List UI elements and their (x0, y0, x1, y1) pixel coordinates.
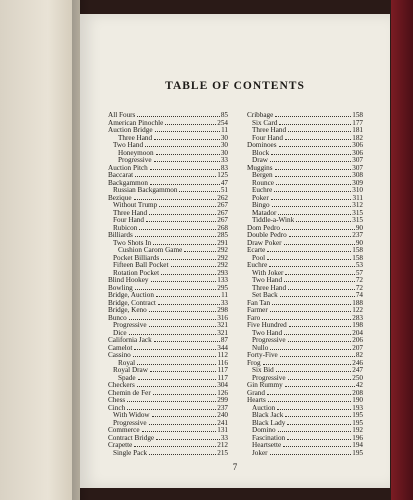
dot-leader (137, 386, 216, 387)
toc-entry-page: 292 (217, 253, 228, 262)
dot-leader (134, 199, 217, 200)
page-number: 7 (232, 462, 238, 472)
dot-leader (149, 424, 217, 425)
dot-leader (137, 364, 216, 365)
dot-leader (161, 274, 216, 275)
toc-entry-name: Two Hand (252, 276, 283, 284)
dot-leader (165, 124, 216, 125)
toc-entry-name: Poker (252, 193, 269, 202)
dot-leader (278, 214, 351, 215)
toc-entry-name: Bezique (108, 193, 132, 202)
toc-entry-name: Hearts (247, 396, 266, 404)
toc-entry-page: 177 (352, 118, 363, 127)
toc-entry-name: Progressive (252, 373, 286, 382)
toc-entry-name: Cribbage (247, 111, 274, 119)
dot-leader (284, 244, 355, 245)
toc-entry-name: Auction (252, 403, 276, 412)
dot-leader (154, 139, 220, 140)
dot-leader (145, 146, 220, 147)
toc-entry-name: Block (252, 148, 270, 157)
toc-entry-page: 112 (217, 351, 228, 359)
toc-entry-name: Royal (118, 358, 136, 367)
toc-entry-page: 291 (217, 238, 228, 247)
toc-entry-page: 307 (352, 156, 363, 164)
toc-entry-page: 308 (352, 171, 363, 179)
toc-entry-name: Crapette (108, 441, 133, 449)
toc-entry-name: Cinch (108, 403, 126, 412)
dot-leader (158, 304, 220, 305)
dot-leader (296, 221, 351, 222)
toc-entry-name: Six Card (252, 118, 278, 127)
toc-entry-page: 181 (352, 126, 363, 134)
toc-entry-name: Four Hand (252, 133, 283, 142)
dot-leader (275, 176, 352, 177)
toc-entry-page: 208 (352, 388, 363, 397)
toc-entry-name: Double Pedro (247, 231, 287, 239)
toc-entry-name: Farmer (247, 306, 268, 314)
toc-entry-name: Progressive (118, 156, 152, 164)
toc-entry-name: Black Lady (252, 418, 286, 427)
toc-entry-name: All Fours (108, 111, 136, 119)
toc-entry-name: Dice (113, 328, 127, 337)
toc-entry-name: Gin Rummy (247, 381, 283, 389)
toc-entry-page: 298 (217, 306, 228, 314)
toc-entry-page: 196 (352, 433, 363, 442)
dot-leader (287, 424, 351, 425)
toc-entry-name: Auction Bridge (108, 126, 153, 134)
toc-entry-page: 316 (217, 313, 228, 322)
dot-leader (154, 341, 220, 342)
toc-entry-name: Bridge, Auction (108, 291, 154, 299)
toc-entry-page: 321 (217, 321, 228, 329)
toc-entry-name: Three Hand (252, 126, 287, 134)
toc-entry-page: 182 (352, 133, 363, 142)
dot-leader (272, 304, 351, 305)
toc-entry-name: Blind Hookey (108, 276, 149, 284)
toc-entry-page: 285 (217, 231, 228, 239)
toc-entry-name: Chess (108, 396, 126, 404)
toc-entry-page: 51 (220, 186, 228, 194)
toc-entry-name: Honeymoon (118, 148, 154, 157)
toc-entry-name: Dominoes (247, 141, 277, 149)
toc-entry-name: Auction Pitch (108, 163, 148, 172)
toc-entry-page: 295 (217, 283, 228, 292)
toc-entry-page: 237 (352, 231, 363, 239)
dot-leader (161, 259, 216, 260)
toc-entry-page: 268 (217, 223, 228, 232)
toc-entry-page: 30 (220, 133, 228, 142)
toc-entry-name: California Jack (108, 336, 152, 344)
dot-leader (135, 289, 216, 290)
toc-entry-name: Cassino (108, 351, 131, 359)
toc-entry-name: Commerce (108, 426, 140, 434)
toc-entry-name: Muggins (247, 163, 273, 172)
toc-entry-page: 307 (352, 163, 363, 172)
toc-entry-page: 306 (352, 148, 363, 157)
book-cover-left (0, 0, 80, 500)
toc-entry-name: Single Pack (113, 448, 148, 457)
dot-leader (288, 379, 352, 380)
dot-leader (282, 229, 355, 230)
dot-leader (262, 319, 351, 320)
toc-entry-name: Three Hand (118, 133, 153, 142)
toc-entry-page: 198 (352, 321, 363, 329)
dot-leader (153, 394, 217, 395)
dot-leader (276, 371, 351, 372)
page-title: TABLE OF CONTENTS (165, 80, 305, 92)
dot-leader (271, 154, 351, 155)
dot-leader (275, 169, 352, 170)
dot-leader (278, 431, 352, 432)
toc-entry (247, 450, 363, 458)
toc-entry-name: Euchre (247, 261, 268, 269)
dot-leader (289, 326, 351, 327)
toc-entry-name: Nullo (252, 343, 269, 352)
toc-entry-page: 30 (220, 141, 228, 149)
toc-entry-name: Tiddle-a-Wink (252, 216, 295, 224)
toc-entry-page: 311 (352, 193, 363, 202)
dot-leader (149, 214, 216, 215)
toc-entry-page: 131 (217, 426, 228, 434)
toc-entry-page: 215 (217, 448, 228, 457)
toc-entry-page: 158 (352, 253, 363, 262)
toc-entry-name: Heartsette (252, 441, 282, 449)
toc-entry-page: 247 (352, 366, 363, 374)
toc-entry-name: Bingo (252, 201, 270, 209)
dot-leader (133, 356, 217, 357)
toc-entry-page: 315 (352, 216, 363, 224)
dot-leader (276, 184, 351, 185)
dot-leader (142, 431, 217, 432)
dot-leader (150, 371, 217, 372)
dot-leader (150, 169, 220, 170)
toc-entry-name: Domino (252, 426, 276, 434)
toc-entry-page: 72 (355, 276, 363, 284)
dot-leader (154, 161, 220, 162)
dot-leader (129, 319, 216, 320)
toc-entry-name: Draw Poker (247, 238, 282, 247)
dot-leader (285, 416, 351, 417)
dot-leader (285, 139, 351, 140)
toc-entry-page: 321 (217, 328, 228, 337)
toc-entry-page: 195 (352, 411, 363, 419)
toc-entry-name: Four Hand (113, 216, 144, 224)
toc-entry-name: Two Shots In (113, 238, 152, 247)
toc-entry-page: 190 (352, 396, 363, 404)
toc-entry-page: 241 (217, 418, 228, 427)
toc-entry-name: Rotation Pocket (113, 268, 160, 277)
dot-leader (156, 296, 220, 297)
toc-entry-name: Forty-Five (247, 351, 278, 359)
toc-entry-name: Progressive (113, 321, 147, 329)
toc-entry-page: 299 (217, 396, 228, 404)
dot-leader (135, 236, 216, 237)
dot-leader (156, 439, 220, 440)
dot-leader (279, 146, 352, 147)
toc-entry-name: Three Hand (252, 283, 287, 292)
toc-entry-page: 11 (221, 291, 228, 299)
toc-entry-page: 33 (220, 298, 228, 307)
toc-entry-name: Spade (118, 373, 136, 382)
toc-entry-page: 195 (352, 418, 363, 427)
toc-entry-page: 240 (217, 411, 228, 419)
dot-leader (139, 229, 216, 230)
toc-entry-name: Baccarat (108, 171, 134, 179)
toc-entry-page: 125 (217, 171, 228, 179)
dot-leader (288, 289, 355, 290)
dot-leader (153, 244, 216, 245)
dot-leader (138, 379, 217, 380)
toc-entry-name: Dom Pedro (247, 223, 280, 232)
toc-entry-page: 309 (352, 178, 363, 187)
toc-entry-name: Bergen (252, 171, 273, 179)
toc-entry-page: 33 (220, 156, 228, 164)
toc-entry-name: Six Bid (252, 366, 274, 374)
toc-entry-page: 246 (352, 358, 363, 367)
toc-entry-page: 33 (220, 433, 228, 442)
toc-entry-page: 292 (217, 261, 228, 269)
toc-entry-page: 212 (217, 441, 228, 449)
toc-entry-name: Backgammon (108, 178, 148, 187)
toc-entry-page: 254 (217, 118, 228, 127)
toc-entry-page: 304 (217, 381, 228, 389)
toc-entry-page: 53 (355, 261, 363, 269)
toc-entry-name: Faro (247, 313, 261, 322)
dot-leader (274, 191, 351, 192)
toc-entry-name: Bunco (108, 313, 127, 322)
dot-leader (171, 266, 217, 267)
toc-entry-page: 133 (217, 276, 228, 284)
dot-leader (270, 311, 351, 312)
toc-entry-name: Pool (252, 253, 266, 262)
toc-entry-name: Bridge, Contract (108, 298, 156, 307)
dot-leader (156, 154, 220, 155)
dot-leader (127, 409, 216, 410)
toc-entry-page: 90 (355, 238, 363, 247)
toc-entry-name: Set Back (252, 291, 278, 299)
dot-leader (288, 341, 352, 342)
toc-entry-page: 344 (217, 343, 228, 352)
toc-entry-page: 42 (355, 381, 363, 389)
toc-entry (108, 450, 228, 458)
dot-leader (270, 161, 351, 162)
toc-entry-page: 57 (355, 268, 363, 277)
toc-entry-page: 117 (217, 366, 228, 374)
toc-entry-name: Three Hand (113, 208, 148, 217)
dot-leader (155, 131, 221, 132)
dot-leader (135, 176, 216, 177)
toc-entry-name: Bowling (108, 283, 133, 292)
toc-entry (247, 307, 363, 315)
toc-column-right (247, 112, 363, 457)
toc-entry-page: 267 (217, 201, 228, 209)
toc-entry-name: Rubicon (113, 223, 138, 232)
toc-entry-name: Without Trump (113, 201, 158, 209)
toc-entry-page: 158 (352, 246, 363, 254)
dot-leader (149, 311, 216, 312)
toc-entry-page: 82 (355, 351, 363, 359)
toc-entry-name: Progressive (113, 418, 147, 427)
toc-entry-name: Cushion Carom Game (118, 246, 183, 254)
dot-leader (179, 191, 219, 192)
dot-leader (270, 349, 351, 350)
book-page (80, 14, 390, 488)
dot-leader (269, 266, 354, 267)
dot-leader (280, 296, 355, 297)
dot-leader (268, 401, 351, 402)
dot-leader (287, 439, 351, 440)
toc-entry-page: 122 (352, 306, 363, 314)
toc-entry-page: 117 (217, 373, 228, 382)
dot-leader (275, 116, 351, 117)
dot-leader (263, 364, 352, 365)
toc-entry-page: 204 (352, 328, 363, 337)
dot-leader (159, 206, 216, 207)
toc-entry-page: 90 (355, 223, 363, 232)
toc-entry-page: 312 (352, 201, 363, 209)
toc-entry-page: 47 (220, 178, 228, 187)
dot-leader (277, 409, 351, 410)
toc-entry-name: Rounce (252, 178, 274, 187)
toc-entry-page: 87 (220, 336, 228, 344)
dot-leader (134, 349, 216, 350)
dot-leader (137, 116, 219, 117)
toc-entry-name: Grand (247, 388, 265, 397)
toc-entry-name: Chemin de Fer (108, 388, 151, 397)
dot-leader (284, 334, 351, 335)
toc-entry-page: 262 (217, 193, 228, 202)
toc-entry-page: 310 (352, 186, 363, 194)
dot-leader (150, 184, 220, 185)
book-cover-right-edge (391, 0, 413, 500)
toc-entry-name: Camelot (108, 343, 133, 352)
toc-entry-page: 126 (217, 388, 228, 397)
toc-entry-name: Frog (247, 358, 261, 367)
dot-leader (151, 281, 217, 282)
toc-entry-name: Russian Backgammon (113, 186, 178, 194)
dot-leader (129, 334, 217, 335)
dot-leader (184, 251, 216, 252)
dot-leader (267, 259, 351, 260)
toc-entry-page: 315 (352, 208, 363, 217)
dot-leader (279, 124, 351, 125)
toc-entry-page: 188 (352, 298, 363, 307)
toc-column-left (108, 112, 228, 457)
toc-entry-page: 195 (352, 448, 363, 457)
toc-entry-page: 83 (220, 163, 228, 172)
dot-leader (134, 446, 216, 447)
dot-leader (152, 416, 217, 417)
toc-entry-name: Billiards (108, 231, 133, 239)
toc-entry-name: Two Hand (113, 141, 144, 149)
toc-entry (108, 390, 228, 398)
toc-entry-name: Royal Draw (113, 366, 148, 374)
toc-entry-name: Black Jack (252, 411, 284, 419)
toc-entry-name: Five Hundred (247, 321, 287, 329)
toc-entry-page: 283 (352, 313, 363, 322)
toc-entry-page: 250 (352, 373, 363, 382)
toc-entry-name: Fifteen Ball Pocket (113, 261, 169, 269)
toc-entry-page: 293 (217, 268, 228, 277)
toc-entry-page: 116 (217, 358, 228, 367)
toc-entry-name: Pocket Billiards (113, 253, 160, 262)
toc-entry-page: 194 (352, 441, 363, 449)
toc-entry-page: 72 (355, 283, 363, 292)
toc-entry-page: 207 (352, 343, 363, 352)
toc-entry-page: 237 (217, 403, 228, 412)
toc-entry-name: Two Hand (252, 328, 283, 337)
toc-entry-page: 267 (217, 216, 228, 224)
toc-entry-page: 11 (221, 126, 228, 134)
toc-entry-name: Draw (252, 156, 268, 164)
toc-entry-name: Fan Tan (247, 298, 271, 307)
dot-leader (149, 454, 216, 455)
toc-entry-page: 192 (352, 426, 363, 434)
dot-leader (288, 131, 351, 132)
toc-entry-name: Fascination (252, 433, 286, 442)
dot-leader (267, 394, 351, 395)
toc-entry-page: 74 (355, 291, 363, 299)
toc-entry-name: With Joker (252, 268, 284, 277)
dot-leader (149, 326, 217, 327)
dot-leader (284, 281, 355, 282)
dot-leader (272, 206, 352, 207)
dot-leader (283, 446, 351, 447)
toc-entry-page: 193 (352, 403, 363, 412)
dot-leader (280, 356, 355, 357)
toc-entry-name: Contract Bridge (108, 433, 155, 442)
toc-entry-name: Matador (252, 208, 277, 217)
toc-entry-name: With Widow (113, 411, 150, 419)
dot-leader (127, 401, 216, 402)
toc-entry-page: 306 (352, 141, 363, 149)
toc-entry-page: 206 (352, 336, 363, 344)
dot-leader (285, 386, 355, 387)
toc-entry-name: Ecarte (247, 246, 266, 254)
dot-leader (267, 251, 351, 252)
toc-entry-page: 85 (220, 111, 228, 119)
toc-entry-name: Checkers (108, 381, 135, 389)
toc-entry-name: Joker (252, 448, 268, 457)
dot-leader (146, 221, 216, 222)
toc-entry-page: 292 (217, 246, 228, 254)
dot-leader (271, 199, 352, 200)
toc-entry-page: 158 (352, 111, 363, 119)
toc-entry (108, 397, 228, 405)
toc-entry-name: Bridge, Keno (108, 306, 147, 314)
toc-entry-page: 267 (217, 208, 228, 217)
dot-leader (270, 454, 352, 455)
toc-entry-name: Progressive (252, 336, 286, 344)
toc-entry (247, 352, 363, 360)
toc-entry-name: Euchre (252, 186, 273, 194)
toc-entry-name: American Pinochle (108, 118, 164, 127)
toc-entry-page: 30 (220, 148, 228, 157)
dot-leader (285, 274, 354, 275)
dot-leader (289, 236, 351, 237)
